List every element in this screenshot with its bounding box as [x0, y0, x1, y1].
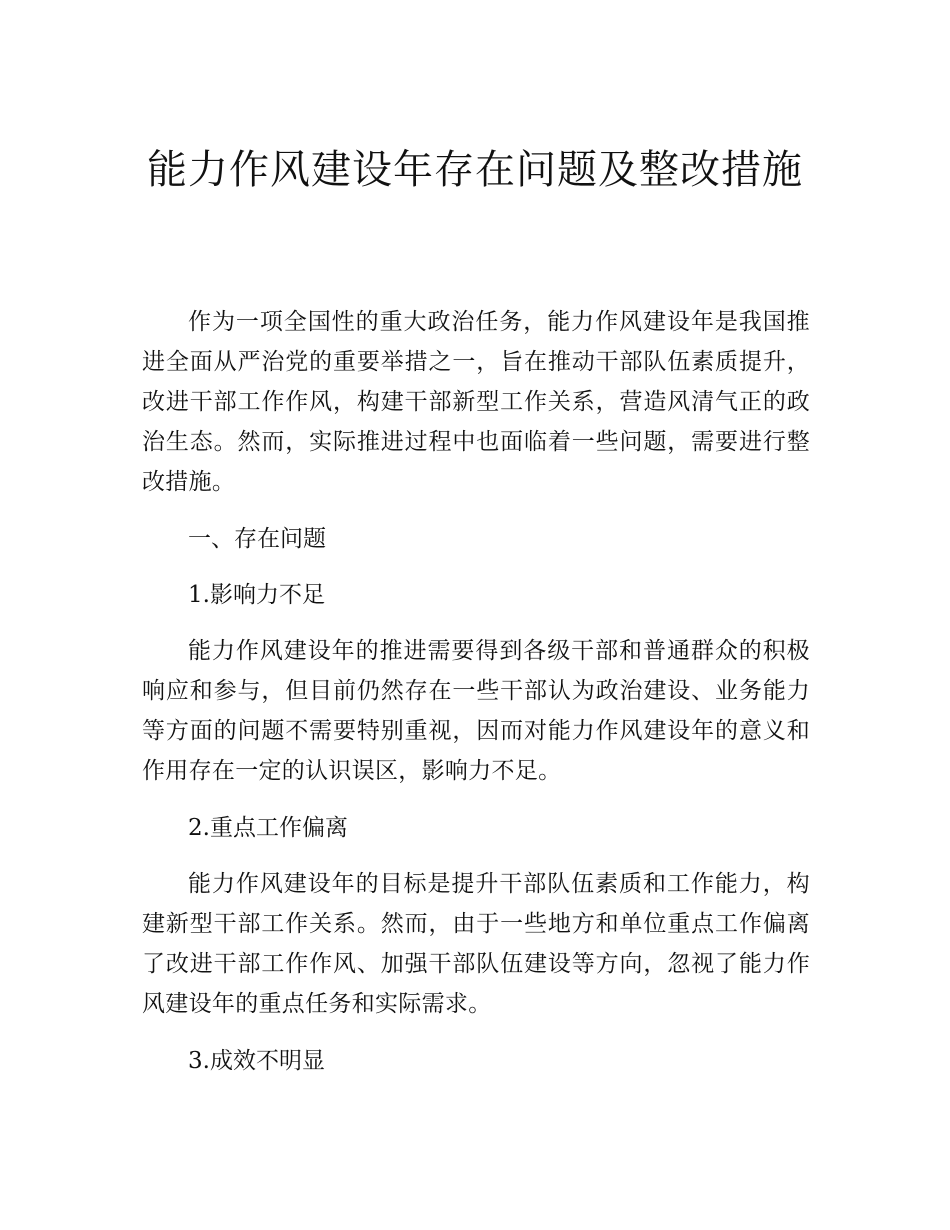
item-paragraph-2: 能力作风建设年的目标是提升干部队伍素质和工作能力，构建新型干部工作关系。然而，由于一些地方和单位重点工作偏离了改进干部工作作风、加强干部队伍建设等方向，忽视了能力作风建设年的重点任务和实际需求。: [142, 871, 810, 1017]
document-title: 能力作风建设年存在问题及整改措施: [147, 147, 803, 193]
section-heading: 一、存在问题: [188, 526, 326, 552]
item-heading-3: 3.成效不明显: [188, 1048, 325, 1074]
intro-paragraph: 作为一项全国性的重大政治任务，能力作风建设年是我国推进全面从严治党的重要举措之一，旨在推动干部队伍素质提升，改进干部工作作风，构建干部新型工作关系，营造风清气正的政治生态。然而，实际推进过程中也面临着一些问题，需要进行整改措施。: [142, 309, 810, 495]
item-heading-1: 1.影响力不足: [188, 582, 325, 608]
document-body: [142, 302, 810, 1097]
item-paragraph-1: 能力作风建设年的推进需要得到各级干部和普通群众的积极响应和参与，但目前仍然存在一些干部认为政治建设、业务能力等方面的问题不需要特别重视，因而对能力作风建设年的意义和作用存在一定的认识误区，影响力不足。: [142, 638, 810, 784]
item-heading-2: 2.重点工作偏离: [188, 815, 348, 841]
